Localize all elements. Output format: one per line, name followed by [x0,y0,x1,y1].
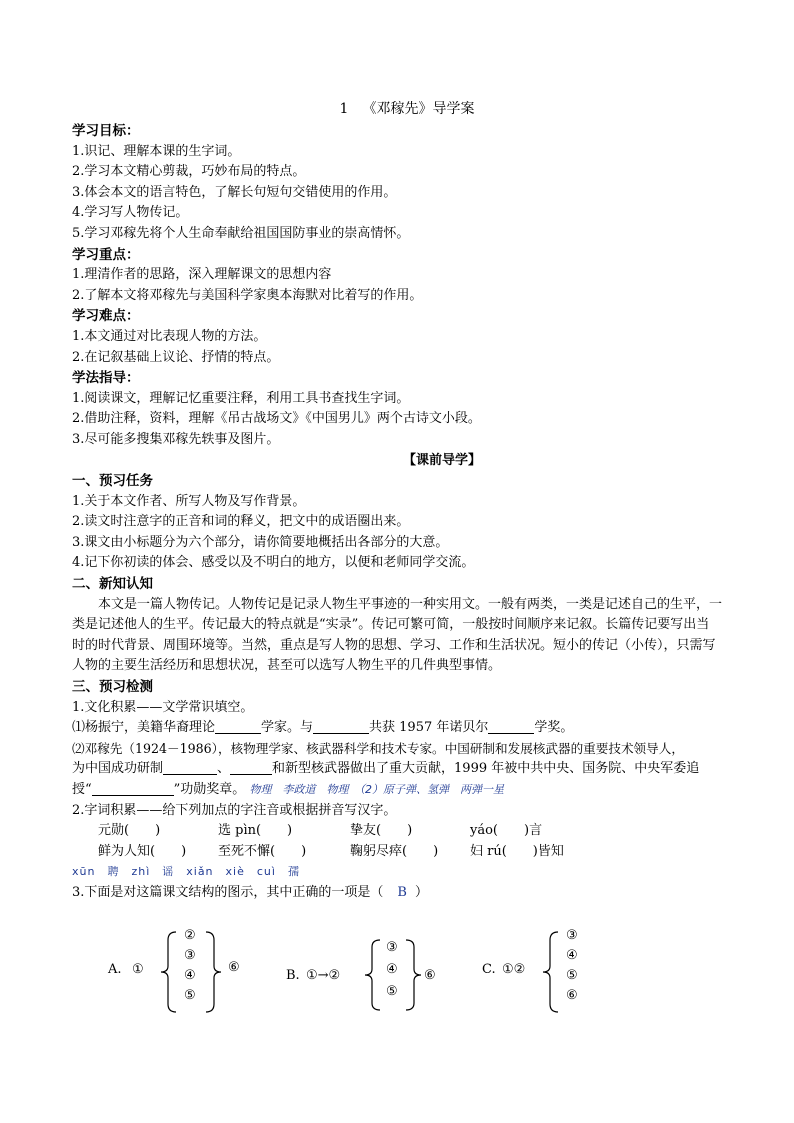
answer-blank[interactable] [488,719,534,734]
word-row-1: 元勋( ) 选 pìn( ) 挚友( ) yáo( )言 [98,823,543,839]
difficulty-item: 1.本文通过对比表现人物的方法。 [72,328,267,344]
method-item: 1.阅读课文，理解记忆重要注释，利用工具书查找生字词。 [72,390,410,406]
answer-blank[interactable] [230,760,272,775]
answer-blank[interactable] [163,760,217,775]
method-item: 3.尽可能多搜集邓稼先轶事及图片。 [72,431,280,447]
check-heading: 三、预习检测 [72,679,153,696]
worksheet [72,97,722,904]
goal-item: 1.识记、理解本课的生字词。 [72,143,241,159]
goal-item: 2.学习本文精心剪裁，巧妙布局的特点。 [72,164,306,180]
preview-heading: 一、预习任务 [72,473,153,490]
right-brace-icon [202,930,224,1014]
left-brace-icon [362,938,384,1012]
answer-blank[interactable] [313,719,369,734]
option-b-diagram: B. ①→② ③ ④ ⑤ ⑥ [286,928,466,1018]
question-1b-line2: 为中国成功研制 、 和新型核武器做出了重大贡献，1999 年被中共中央、国务院、中央军委追 [72,761,700,777]
section-title: 【课前导学】 [402,452,481,468]
difficulty-item: 2.在记叙基础上议论、抒情的特点。 [72,349,280,365]
preview-item: 3.课文由小标题分为六个部分，请你简要地概括出各部分的大意。 [72,534,449,550]
answer-key: 物理 李政道 物理 （2）原子弹、氢弹 两弹一星 [249,783,504,796]
answer-blank[interactable] [215,719,261,734]
method-item: 2.借助注释，资料，理解《吊古战场文》《中国男儿》两个古诗文小段。 [72,411,481,427]
option-a-diagram: A. ① ② ③ ④ ⑤ ⑥ [108,928,288,1018]
focus-item: 1.理清作者的思路，深入理解课文的思想内容 [72,267,332,283]
goal-item: 5.学习邓稼先将个人生命奉献给祖国国防事业的崇高情怀。 [72,225,410,241]
option-c-diagram: C. ①② ③ ④ ⑤ ⑥ [482,928,642,1018]
word-answers: xūn 聘 zhì 谣 xiǎn xiè cuì 孺 [72,865,300,879]
newknow-paragraph: 本文是一篇人物传记。人物传记是记录人物生平事迹的一种实用文。一般有两类，一类是记述自己的生平，一类是记述他人的生平。传记最大的特点就是“实录”。传记可繁可简，一般按时间顺序来记叙。长篇传记要写出当时的时代背景、周围环境等。当然，重点是写人物的思想、学习、工作和生活状况。短小的传记（小传），只需写人物的主要生活经历和思想状况，甚至可以选写人物生平的几件典型事情。 [72,596,723,674]
goal-item: 3.体会本文的语言特色，了解长句短句交错使用的作用。 [72,184,397,200]
preview-item: 2.读文时注意字的正音和词的释义，把文中的成语圈出来。 [72,514,410,530]
method-heading: 学法指导： [72,370,140,387]
focus-heading: 学习重点： [72,246,140,263]
preview-item: 1.关于本文作者、所写人物及写作背景。 [72,493,306,509]
page-title: 1 《邓稼先》导学案 [339,101,475,117]
goals-heading: 学习目标： [72,123,140,139]
question-3: 3.下面是对这篇课文结构的图示，其中正确的一项是（ B ） [72,884,428,900]
newknow-heading: 二、新知认知 [72,576,153,593]
question-1b-line1: ⑵邓稼先（1924－1986），核物理学家、核武器科学和技术专家。中国研制和发展核武器的重要技术领导人， [72,740,684,756]
right-brace-icon [402,938,424,1012]
structure-diagrams [100,928,700,1018]
left-brace-icon [540,930,562,1014]
left-brace-icon [158,930,180,1014]
answer-blank[interactable] [92,781,174,796]
difficulty-heading: 学习难点： [72,308,140,325]
goal-item: 4.学习写人物传记。 [72,205,189,221]
question-2: 2.字词积累——给下列加点的字注音或根据拼音写汉字。 [72,802,397,818]
word-row-2: 鲜为人知( ) 至死不懈( ) 鞠躬尽瘁( ) 妇 rú( )皆知 [98,843,564,859]
question-1b-line3: 授“ ”功勋奖章。 物理 李政道 物理 （2）原子弹、氢弹 两弹一星 [72,782,504,797]
question-1a: ⑴杨振宁，美籍华裔理论 学家。与 共获 1957 年诺贝尔 学奖。 [72,720,574,736]
question-1: 1.文化积累——文学常识填空。 [72,699,254,715]
preview-item: 4.记下你初读的体会、感受以及不明白的地方，以便和老师同学交流。 [72,555,475,571]
focus-item: 2.了解本文将邓稼先与美国科学家奥本海默对比着写的作用。 [72,287,423,303]
